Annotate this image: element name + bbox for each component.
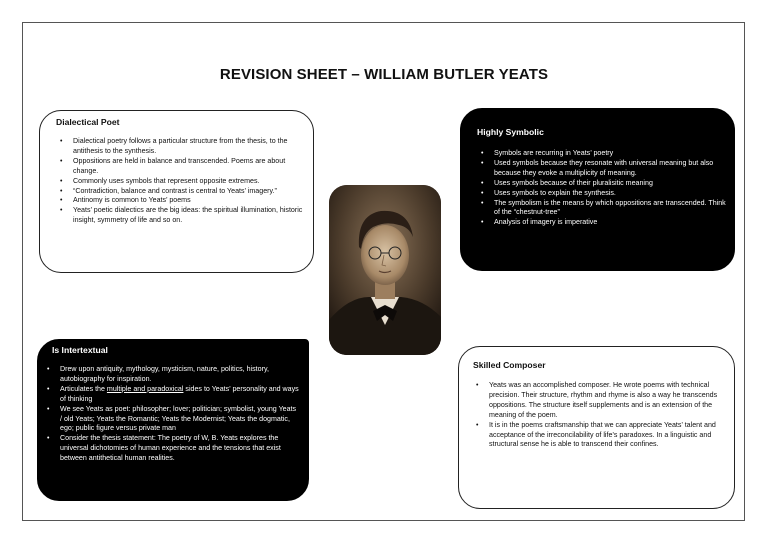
list-item: • Symbols are recurring in Yeats’ poetry bbox=[494, 149, 726, 159]
list-item: • Yeats was an accomplished composer. He wrote poems with technical precision. Their structure, rhythm and rhyme is also a way he transcends oppositions. The structure itself supplements and is an extension of the meaning of the poem. bbox=[489, 381, 725, 421]
highly-symbolic-heading: Highly Symbolic bbox=[477, 127, 544, 137]
list-item: • “Contradiction, balance and contrast is central to Yeats’ imagery.” bbox=[73, 187, 303, 197]
list-item: • Uses symbols because of their pluralisitic meaning bbox=[494, 179, 726, 189]
list-item: • We see Yeats as poet: philosopher; lover; politician; symbolist, young Yeats / old Yeats; Yeats the Romantic; Yeats the Modernist; Yeats the dogmatic, ego; public figure versus private man bbox=[60, 405, 300, 435]
dialectical-poet-list bbox=[73, 137, 303, 226]
skilled-composer-box bbox=[458, 346, 735, 509]
yeats-portrait-photo bbox=[329, 185, 441, 355]
list-item: • Consider the thesis statement: The poetry of W, B. Yeats explores the universal dichotomies of human experience and the tensions that exist between antithetical human realities. bbox=[60, 434, 300, 464]
list-item-text: sides to Yeats’ personality and ways of thinking bbox=[60, 384, 299, 403]
skilled-composer-heading: Skilled Composer bbox=[473, 360, 546, 370]
list-item-text: Articulates the bbox=[60, 384, 107, 393]
list-item: • Commonly uses symbols that represent opposite extremes. bbox=[73, 177, 303, 187]
highly-symbolic-list bbox=[494, 149, 726, 228]
list-item: • Yeats’ poetic dialectics are the big ideas: the spiritual illumination, historic insight, symmetry of life and so on. bbox=[73, 206, 303, 226]
is-intertextual-list bbox=[60, 365, 300, 464]
dialectical-poet-box bbox=[39, 110, 314, 273]
skilled-composer-list bbox=[489, 381, 725, 450]
list-item: • It is in the poems craftsmanship that we can appreciate Yeats’ talent and acceptance of the irreconcilability of life’s paradoxes. In a linguistic and structural sense he is able to transcend their confines. bbox=[489, 421, 725, 451]
list-item: • The symbolism is the means by which oppositions are transcended. Think of the “chestnut-tree” bbox=[494, 199, 726, 219]
list-item: • Drew upon antiquity, mythology, mysticism, nature, politics, history, autobiography for inspiration. bbox=[60, 365, 300, 385]
list-item: • Oppositions are held in balance and transcended. Poems are about change. bbox=[73, 157, 303, 177]
is-intertextual-box bbox=[37, 339, 309, 501]
list-item: • Analysis of imagery is imperative bbox=[494, 218, 726, 228]
list-item bbox=[60, 385, 300, 405]
underlined-text: multiple and paradoxical bbox=[106, 384, 184, 393]
page-title: REVISION SHEET – WILLIAM BUTLER YEATS bbox=[219, 66, 549, 83]
list-item: • Antinomy is common to Yeats’ poems bbox=[73, 196, 303, 206]
dialectical-poet-heading: Dialectical Poet bbox=[56, 117, 120, 127]
highly-symbolic-box bbox=[460, 108, 735, 271]
list-item: • Uses symbols to explain the synthesis. bbox=[494, 189, 726, 199]
is-intertextual-heading: Is Intertextual bbox=[52, 345, 108, 355]
list-item: • Dialectical poetry follows a particular structure from the thesis, to the antithesis to the synthesis. bbox=[73, 137, 303, 157]
list-item: • Used symbols because they resonate with universal meaning but also because they evoke a multiplicity of meaning. bbox=[494, 159, 726, 179]
